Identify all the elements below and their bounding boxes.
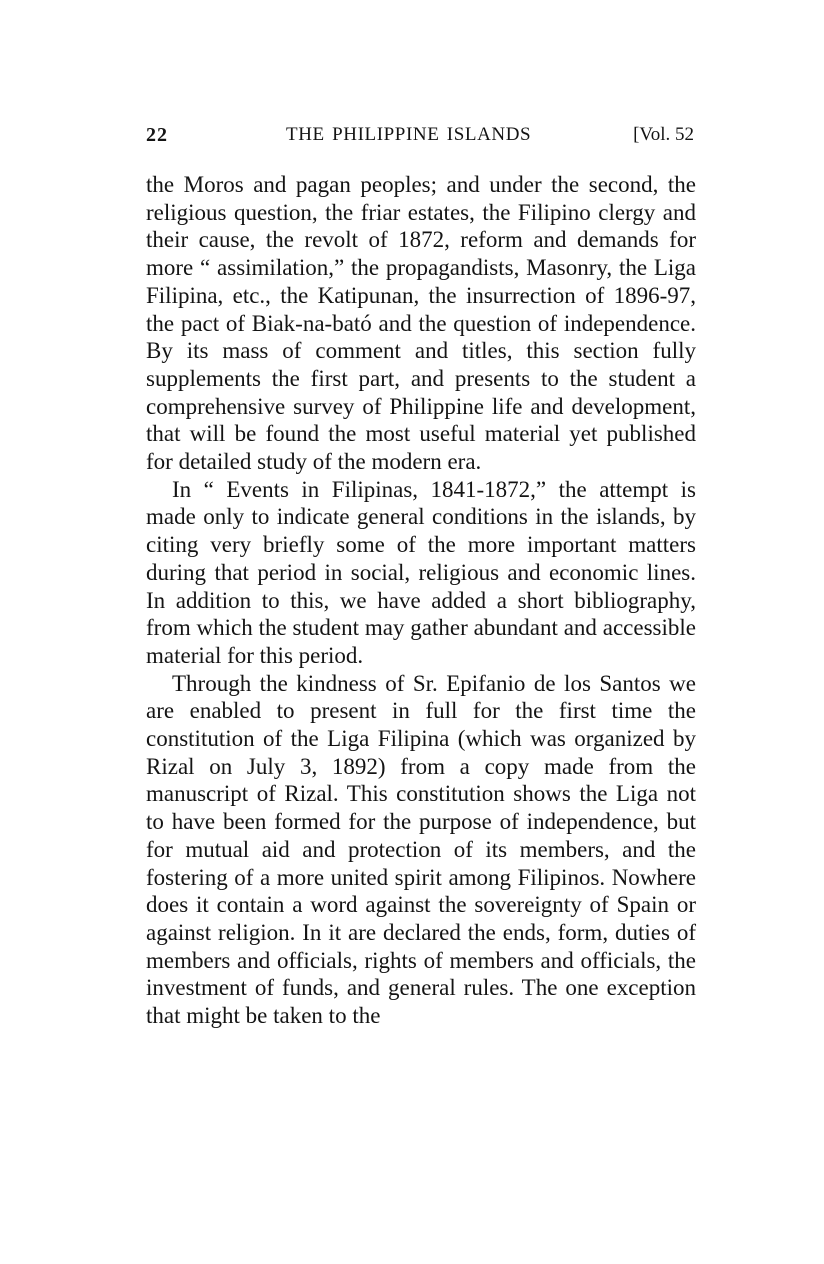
paragraph-1: the Moros and pagan peoples; and under the second, the religious question, the friar estates, the Filipino clergy and their cause, the revolt of 1872, reform and demands for more “ assimilation,” the propagandists, Masonry, the Liga Filipina, etc., the Katipunan, the insurrection of 1896-97, the pact of Biak-na-bató and the question of independence. By its mass of comment and titles, this section fully supplements the first part, and presents to the student a comprehensive survey of Philippine life and development, that will be found the most useful material yet published for detailed study of the modern era. (146, 172, 696, 475)
running-title: THE PHILIPPINE ISLANDS (286, 124, 532, 145)
paragraph-2: In “ Events in Filipinas, 1841-1872,” the attempt is made only to indicate general conditions in the islands, by citing very briefly some of the more important matters during that period in social, religious and economic lines. In addition to this, we have added a short bibliography, from which the student may gather abundant and accessible material for this period. (146, 476, 696, 668)
page-number: 22 (146, 124, 168, 146)
running-header (146, 124, 694, 154)
paragraph-3: Through the kindness of Sr. Epifanio de los Santos we are enabled to present in full for the first time the constitution of the Liga Filipina (which was organized by Rizal on July 3, 1892) from a copy made from the manuscript of Rizal. This constitution shows the Liga not to have been formed for the purpose of independence, but for mutual aid and protection of its members, and the fostering of a more united spirit among Filipinos. Nowhere does it contain a word against the sovereignty of Spain or against religion. In it are declared the ends, form, duties of members and officials, rights of members and officials, the investment of funds, and general rules. The one exception that might be taken to the (146, 670, 696, 1029)
volume-label: [Vol. 52 (633, 124, 694, 145)
body-text (146, 171, 696, 1030)
